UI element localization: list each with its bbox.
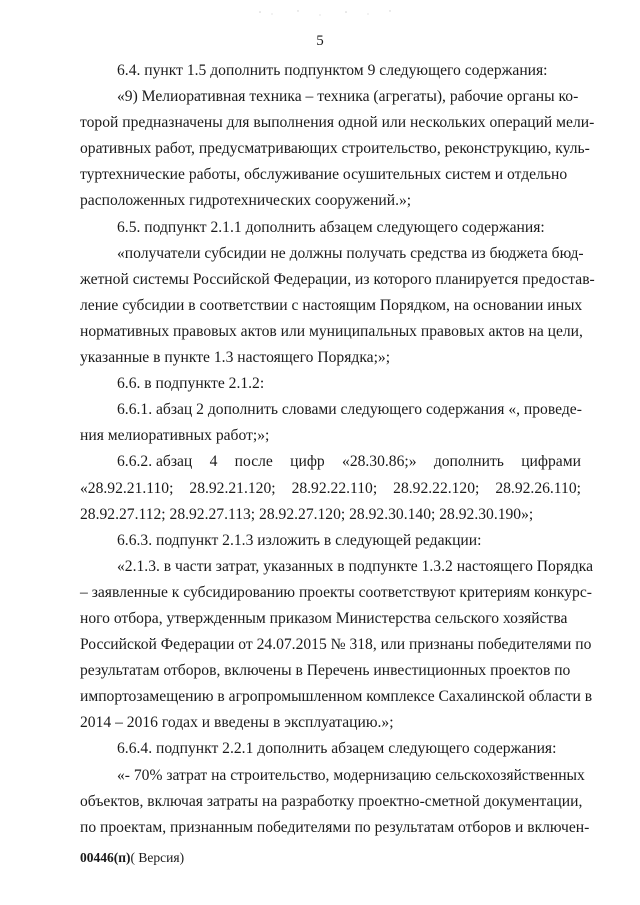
word: дополнить bbox=[433, 453, 504, 471]
paragraph-recipients bbox=[80, 241, 595, 371]
word: после bbox=[234, 453, 273, 471]
word: 6.6.2. абзац bbox=[117, 453, 193, 471]
text-line: расположенных гидротехнических сооружений.»; bbox=[80, 192, 412, 210]
paragraph-6-6-4 bbox=[80, 736, 581, 762]
document-version: ( Версия) bbox=[130, 850, 185, 865]
page-number: 5 bbox=[316, 33, 324, 49]
text-line: 6.6.4. подпункт 2.2.1 дополнить абзацем следующего содержания: bbox=[117, 740, 557, 758]
text-line: «получатели субсидии не должны получать средства из бюджета бюд- bbox=[117, 244, 584, 262]
text-line: жетной системы Российской Федерации, из которого планируется предостав- bbox=[80, 270, 595, 288]
text-line-justified bbox=[80, 476, 581, 502]
word: 28.92.26.110; bbox=[495, 479, 581, 497]
word: цифрами bbox=[521, 453, 581, 471]
paragraph-6-4 bbox=[80, 58, 581, 84]
text-line: 6.6.1. абзац 2 дополнить словами следующего содержания «, проведе- bbox=[117, 401, 582, 419]
text-line: 6.6.3. подпункт 2.1.3 изложить в следующей редакции: bbox=[117, 531, 482, 549]
text-line: по проектам, признанным победителями по результатам отборов и включен- bbox=[80, 818, 590, 836]
text-line: – заявленные к субсидированию проекты соответствуют критериям конкурс- bbox=[80, 583, 592, 601]
text-line-justified bbox=[80, 84, 581, 110]
text-line: импортозамещению в агропромышленном комплексе Сахалинской области в bbox=[80, 688, 593, 706]
text-line: «2.1.3. в части затрат, указанных в подпункте 1.3.2 настоящего Порядка bbox=[117, 557, 594, 575]
text-line: ного отбора, утвержденным приказом Министерства сельского хозяйства bbox=[80, 609, 568, 627]
text-line: 28.92.27.112; 28.92.27.113; 28.92.27.120; 28.92.30.140; 28.92.30.190»; bbox=[80, 505, 534, 523]
text-line-justified bbox=[80, 449, 581, 475]
word: «28.92.21.110; bbox=[80, 479, 174, 497]
text-line: туртехнические работы, обслуживание осушительных систем и отдельно bbox=[80, 166, 568, 184]
text-line: Российской Федерации от 24.07.2015 № 318, или признаны победителями по bbox=[80, 636, 592, 654]
text-line: оративных работ, предусматривающих строительство, реконструкцию, куль- bbox=[80, 140, 590, 158]
document-body bbox=[80, 58, 595, 841]
word: 28.92.22.120; bbox=[393, 479, 480, 497]
document-footer bbox=[80, 850, 184, 866]
paragraph-2-1-3 bbox=[80, 554, 594, 737]
paragraph-6-6-3 bbox=[80, 528, 581, 554]
scan-artifact bbox=[250, 8, 410, 18]
text-line: ния мелиоративных работ;»; bbox=[80, 427, 270, 445]
text-line: 6.6. в подпункте 2.1.2: bbox=[117, 375, 265, 393]
word: цифр bbox=[290, 453, 325, 471]
text-line: указанные в пункте 1.3 настоящего Порядка;»; bbox=[80, 349, 391, 367]
document-code: 00446(п) bbox=[80, 850, 131, 865]
text-line: ление субсидии в соответствии с настоящим Порядком, на основании иных bbox=[80, 296, 583, 314]
paragraph-6-6 bbox=[80, 371, 581, 397]
word: 4 bbox=[209, 453, 218, 471]
text-line: «- 70% затрат на строительство, модернизацию сельскохозяйственных bbox=[117, 766, 585, 784]
text-line: объектов, включая затраты на разработку проектно-сметной документации, bbox=[80, 792, 583, 810]
paragraph-6-6-2 bbox=[80, 449, 581, 527]
word: 28.92.21.120; bbox=[189, 479, 276, 497]
text-line: 2014 – 2016 годах и введены в эксплуатацию.»; bbox=[80, 714, 394, 732]
word: 28.92.22.110; bbox=[291, 479, 378, 497]
text-line: 6.4. пункт 1.5 дополнить подпунктом 9 следующего содержания: bbox=[117, 62, 548, 79]
paragraph-70-percent bbox=[80, 763, 590, 841]
text-line: «9) Мелиоративная техника – техника (агрегаты), рабочие органы ко- bbox=[117, 88, 579, 106]
text-line: торой предназначены для выполнения одной или нескольких операций мели- bbox=[80, 114, 595, 132]
paragraph-6-5 bbox=[80, 215, 581, 241]
text-line: 6.5. подпункт 2.1.1 дополнить абзацем следующего содержания: bbox=[117, 218, 545, 236]
paragraph-6-6-1 bbox=[80, 397, 581, 449]
text-line: нормативных правовых актов или муниципальных правовых актов на цели, bbox=[80, 322, 583, 340]
word: «28.30.86;» bbox=[342, 453, 417, 471]
paragraph-9-definition bbox=[80, 84, 595, 214]
text-line: результатам отборов, включены в Перечень инвестиционных проектов по bbox=[80, 662, 571, 680]
